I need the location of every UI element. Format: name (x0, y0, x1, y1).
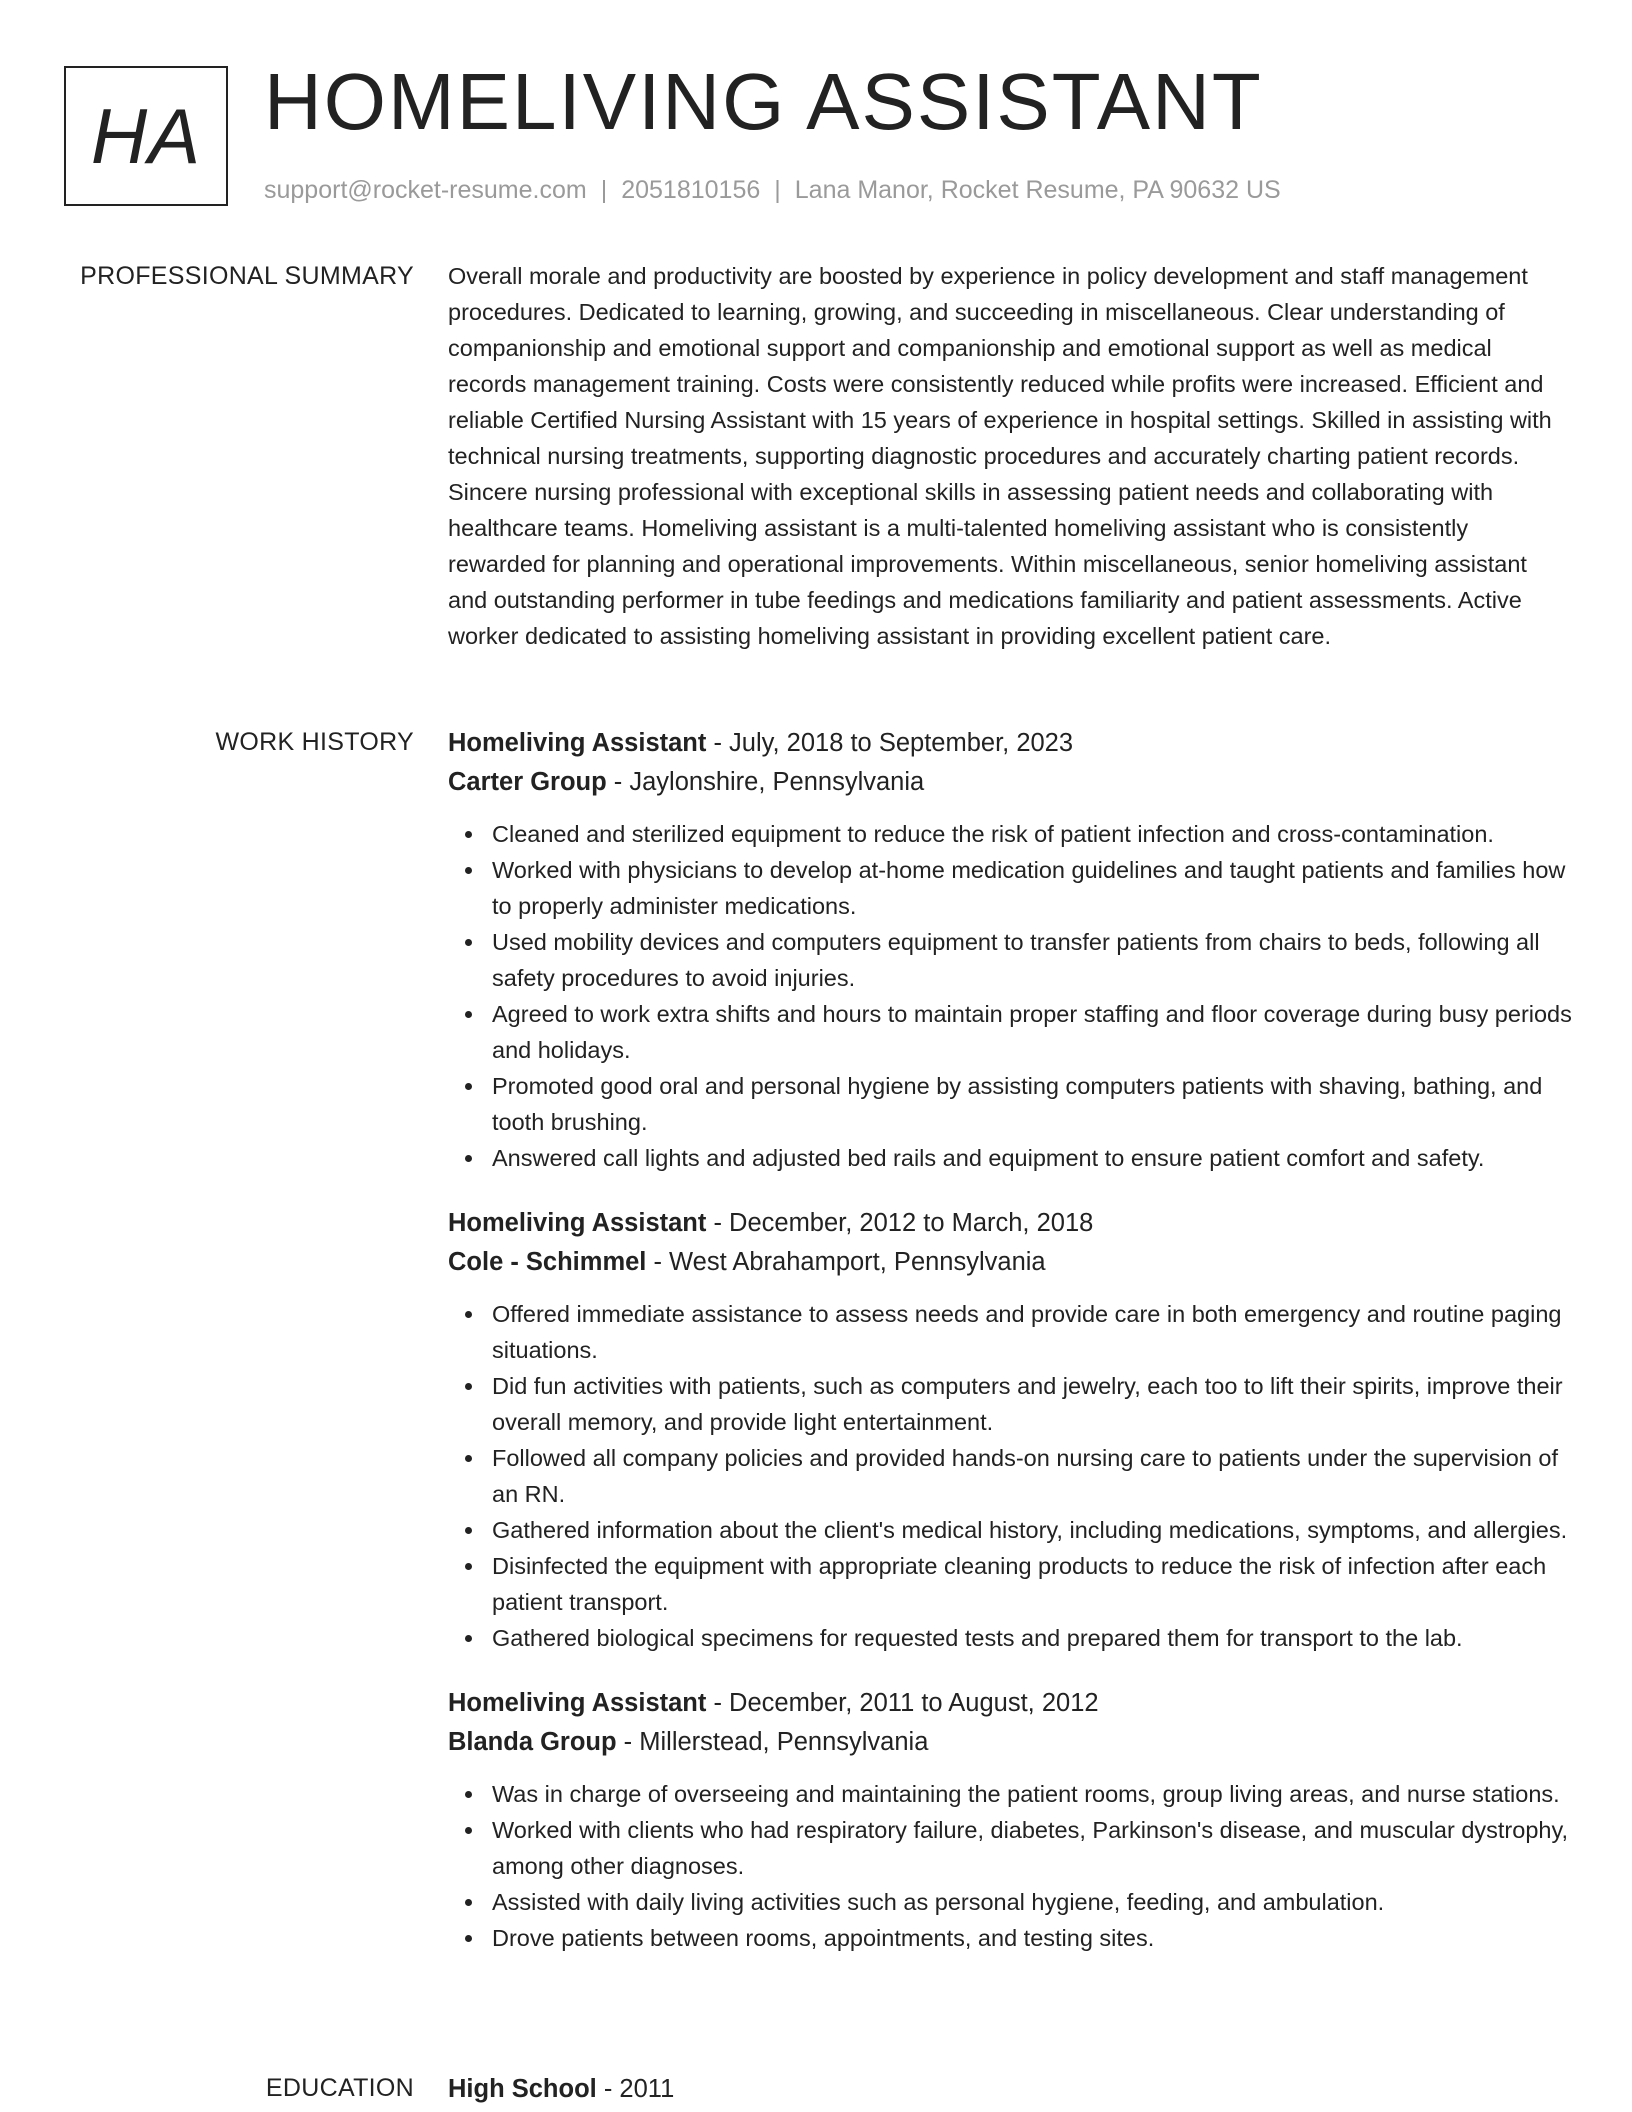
job-bullet: Did fun activities with patients, such as computers and jewelry, each too to lift their spirits, improve their overall memory, and provide light entertainment. (492, 1368, 1572, 1440)
contact-email[interactable]: support@rocket-resume.com (264, 176, 587, 204)
job-entry (448, 1684, 1572, 1956)
job-company-line (448, 763, 1572, 802)
job-title-line (448, 1684, 1572, 1723)
summary-text: Overall morale and productivity are boosted by experience in policy development and staff management procedures. Dedicated to learning, growing, and succeeding in miscellaneous. Clear understanding of companionship and emotional support and companionship and emotional support as well as medical records management training. Costs were consistently reduced while profits were increased. Efficient and reliable Certified Nursing Assistant with 15 years of experience in hospital settings. Skilled in assisting with technical nursing treatments, supporting diagnostic procedures and accurately charting patient records. Sincere nursing professional with exceptional skills in assessing patient needs and collaborating with healthcare teams. Homeliving assistant is a multi-talented homeliving assistant who is consistently rewarded for planning and operational improvements. Within miscellaneous, senior homeliving assistant and outstanding performer in tube feedings and medications familiarity and patient assessments. Active worker dedicated to assisting homeliving assistant in providing excellent patient care. (448, 263, 1552, 649)
job-company: Blanda Group (448, 1728, 617, 1756)
job-bullet: Cleaned and sterilized equipment to reduce the risk of patient infection and cross-contamination. (492, 816, 1572, 852)
job-location: - Millerstead, Pennsylvania (616, 1728, 929, 1756)
job-title-line (448, 1204, 1572, 1243)
job-bullet: Followed all company policies and provided hands-on nursing care to patients under the supervision of an RN. (492, 1440, 1572, 1512)
job-company-line (448, 1723, 1572, 1762)
job-bullet: Gathered biological specimens for requested tests and prepared them for transport to the lab. (492, 1620, 1572, 1656)
job-bullet: Worked with clients who had respiratory failure, diabetes, Parkinson's disease, and muscular dystrophy, among other diagnoses. (492, 1812, 1572, 1884)
job-bullet: Drove patients between rooms, appointments, and testing sites. (492, 1920, 1572, 1956)
education-line (448, 2070, 1572, 2109)
job-entry (448, 1204, 1572, 1656)
monogram-logo: HA (64, 66, 228, 206)
job-bullet: Offered immediate assistance to assess needs and provide care in both emergency and routine paging situations. (492, 1296, 1572, 1368)
job-company: Cole - Schimmel (448, 1248, 647, 1276)
job-title: Homeliving Assistant (448, 729, 707, 757)
contact-separator: | (600, 176, 608, 204)
job-bullet: Gathered information about the client's medical history, including medications, symptoms, and allergies. (492, 1512, 1572, 1548)
job-company: Carter Group (448, 768, 607, 796)
education-degree: High School (448, 2075, 597, 2103)
job-dates: - July, 2018 to September, 2023 (706, 729, 1074, 757)
job-bullet: Assisted with daily living activities such as personal hygiene, feeding, and ambulation. (492, 1884, 1572, 1920)
job-company-line (448, 1243, 1572, 1282)
job-bullets (448, 816, 1572, 1176)
section-label-summary: PROFESSIONAL SUMMARY (80, 262, 414, 290)
job-title: Homeliving Assistant (448, 1689, 707, 1717)
contact-separator: | (774, 176, 781, 204)
summary-body (448, 258, 1572, 654)
job-bullet: Worked with physicians to develop at-home medication guidelines and taught patients and families how to properly administer medications. (492, 852, 1572, 924)
contact-phone[interactable]: 2051810156 (621, 176, 761, 204)
job-location: - Jaylonshire, Pennsylvania (606, 768, 925, 796)
contact-address: Lana Manor, Rocket Resume, PA 90632 US (794, 176, 1281, 204)
job-title-line (448, 724, 1572, 763)
resume-name: HOMELIVING ASSISTANT (264, 57, 1263, 146)
job-dates: - December, 2012 to March, 2018 (706, 1209, 1094, 1237)
section-label-work-history: WORK HISTORY (215, 728, 414, 756)
education-year: - 2011 (596, 2075, 675, 2103)
job-location: - West Abrahamport, Pennsylvania (646, 1248, 1046, 1276)
education-body (448, 2070, 1572, 2109)
job-bullets (448, 1296, 1572, 1656)
job-bullet: Promoted good oral and personal hygiene by assisting computers patients with shaving, bathing, and tooth brushing. (492, 1068, 1572, 1140)
job-bullets (448, 1776, 1572, 1956)
job-bullet: Answered call lights and adjusted bed rails and equipment to ensure patient comfort and safety. (492, 1140, 1572, 1176)
contact-line (264, 176, 1281, 205)
job-bullet: Used mobility devices and computers equipment to transfer patients from chairs to beds, following all safety procedures to avoid injuries. (492, 924, 1572, 996)
work-history-body (448, 724, 1572, 1984)
job-bullet: Disinfected the equipment with appropriate cleaning products to reduce the risk of infection after each patient transport. (492, 1548, 1572, 1620)
job-title: Homeliving Assistant (448, 1209, 707, 1237)
section-label-education: EDUCATION (265, 2074, 414, 2102)
job-entry (448, 724, 1572, 1176)
job-dates: - December, 2011 to August, 2012 (706, 1689, 1099, 1717)
job-bullet: Agreed to work extra shifts and hours to maintain proper staffing and floor coverage during busy periods and holidays. (492, 996, 1572, 1068)
job-bullet: Was in charge of overseeing and maintaining the patient rooms, group living areas, and nurse stations. (492, 1776, 1572, 1812)
